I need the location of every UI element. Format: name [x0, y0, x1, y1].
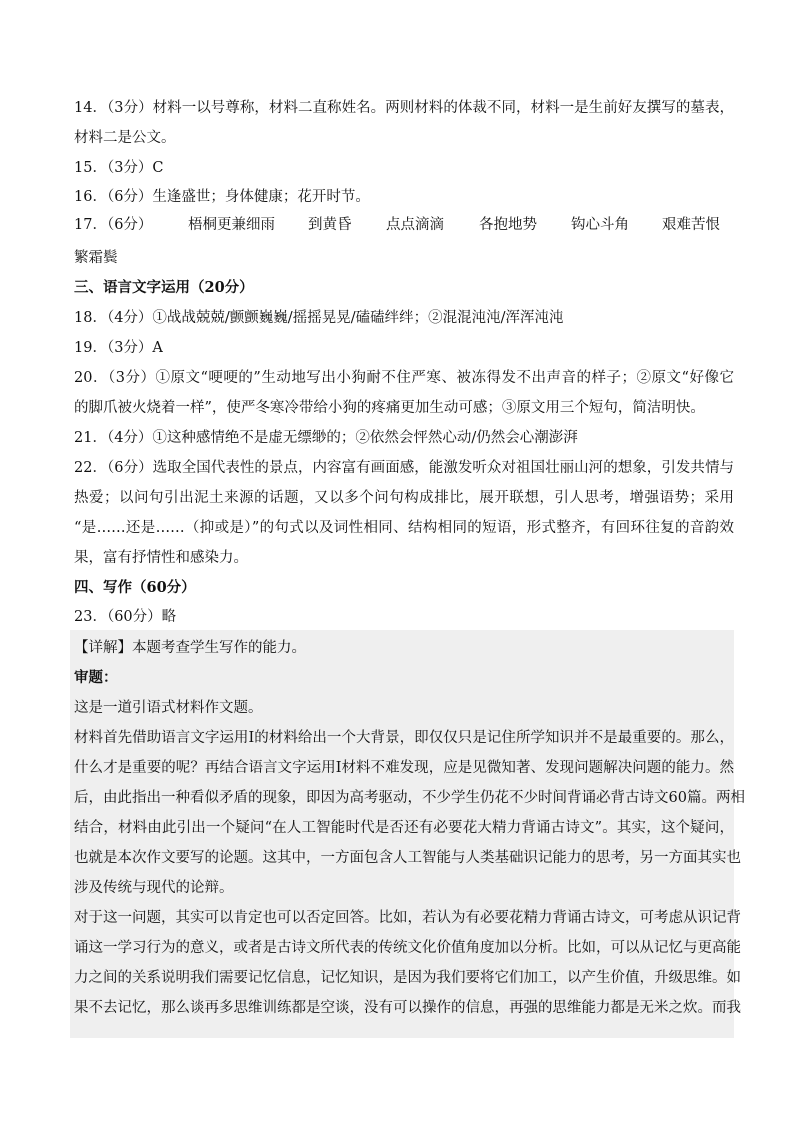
- answer-16: 16．（6分）生逢盛世；身体健康；花开时节。: [74, 189, 370, 205]
- answer-17: [74, 213, 734, 235]
- detail-heading: 【详解】本题考查学生写作的能力。: [74, 640, 306, 656]
- answer-17-line2: 繁霜鬓: [74, 250, 118, 266]
- detail-line: 果不去记忆，那么谈再多思维训练都是空谈，没有可以操作的信息，再强的思维能力都是无米之炊。而我: [74, 1000, 741, 1016]
- answer-20-line2: 的脚爪被火烧着一样”，使严冬寒冷带给小狗的疼痛更加生动可感；③原文用三个短句，简洁明快。: [74, 400, 705, 416]
- detail-line: 后，由此指出一种看似矛盾的现象，即因为高考驱动，不少学生仍花不少时间背诵必背古诗文60篇。两相: [74, 790, 745, 806]
- answer-17-prefix: 17．（6分）: [74, 217, 153, 233]
- detail-line: 这是一道引语式材料作文题。: [74, 700, 263, 716]
- answer-22-line4: 果，富有抒情性和感染力。: [74, 550, 248, 566]
- answer-21: 21．（4分）①这种感情绝不是虚无缥缈的；②依然会怦然心动/仍然会心潮澎湃: [74, 430, 578, 446]
- section-heading-3: 三、语言文字运用（20分）: [74, 279, 254, 296]
- answer-15: 15．（3分）C: [74, 160, 164, 176]
- detail-line: 什么才是重要的呢？再结合语言文字运用Ⅰ材料不难发现，应是见微知著、发现问题解决问题的能力。然: [74, 760, 734, 776]
- section-heading-4: 四、写作（60分）: [74, 579, 196, 596]
- detail-line: 诵这一学习行为的意义，或者是古诗文所代表的传统文化价值角度加以分析。比如，可以从记忆与更高能: [74, 940, 741, 956]
- answer-20-line1: 20．（3分）①原文“哽哽的”生动地写出小狗耐不住严寒、被冻得发不出声音的样子；②原文“好像它: [74, 370, 734, 386]
- answer-23: 23．（60分）略: [74, 609, 177, 625]
- answer-17-item: 钩心斗角: [571, 217, 629, 233]
- answer-22-line2: 热爱；以问句引出泥土来源的话题，又以多个问句构成排比，展开联想，引人思考，增强语势；采用: [74, 490, 734, 506]
- detail-line: 材料首先借助语言文字运用Ⅰ的材料给出一个大背景，即仅仅只是记住所学知识并不是最重要的。那么，: [74, 730, 734, 746]
- detail-line: 结合，材料由此引出一个疑问“在人工智能时代是否还有必要花大精力背诵古诗文”。其实，这个疑问，: [74, 820, 734, 836]
- detail-line: 对于这一问题，其实可以肯定也可以否定回答。比如，若认为有必要花精力背诵古诗文，可考虑从识记背: [74, 910, 741, 926]
- answer-17-item: 各抱地势: [479, 217, 537, 233]
- detail-subheading: 审题：: [74, 669, 118, 686]
- answer-18: 18．（4分）①战战兢兢/颤颤巍巍/摇摇晃晃/磕磕绊绊；②混混沌沌/浑浑沌沌: [74, 310, 564, 326]
- answer-14-line1: 14．（3分）材料一以号尊称，材料二直称姓名。两则材料的体裁不同，材料一是生前好友撰写的墓表，: [74, 100, 734, 116]
- answer-17-item: 到黄昏: [308, 217, 352, 233]
- detail-line: 涉及传统与现代的论辩。: [74, 880, 234, 896]
- detail-line: 也就是本次作文要写的论题。这其中，一方面包含人工智能与人类基础识记能力的思考，另一方面其实也: [74, 850, 741, 866]
- answer-17-item: 点点滴滴: [386, 217, 444, 233]
- answer-17-item: 艰难苦恨: [662, 217, 720, 233]
- answer-22-line1: 22．（6分）选取全国代表性的景点，内容富有画面感，能激发听众对祖国壮丽山河的想象，引发共情与: [74, 460, 734, 476]
- answer-17-item: 梧桐更兼细雨: [188, 217, 275, 233]
- answer-22-line3: “是……还是……（抑或是）”的句式以及词性相同、结构相同的短语，形式整齐，有回环往复的音韵效: [74, 520, 734, 536]
- answer-19: 19．（3分）A: [74, 340, 163, 356]
- detail-line: 力之间的关系说明我们需要记忆信息，记忆知识，是因为我们要将它们加工，以产生价值，升级思维。如: [74, 970, 741, 986]
- answer-14-line2: 材料二是公文。: [74, 130, 176, 146]
